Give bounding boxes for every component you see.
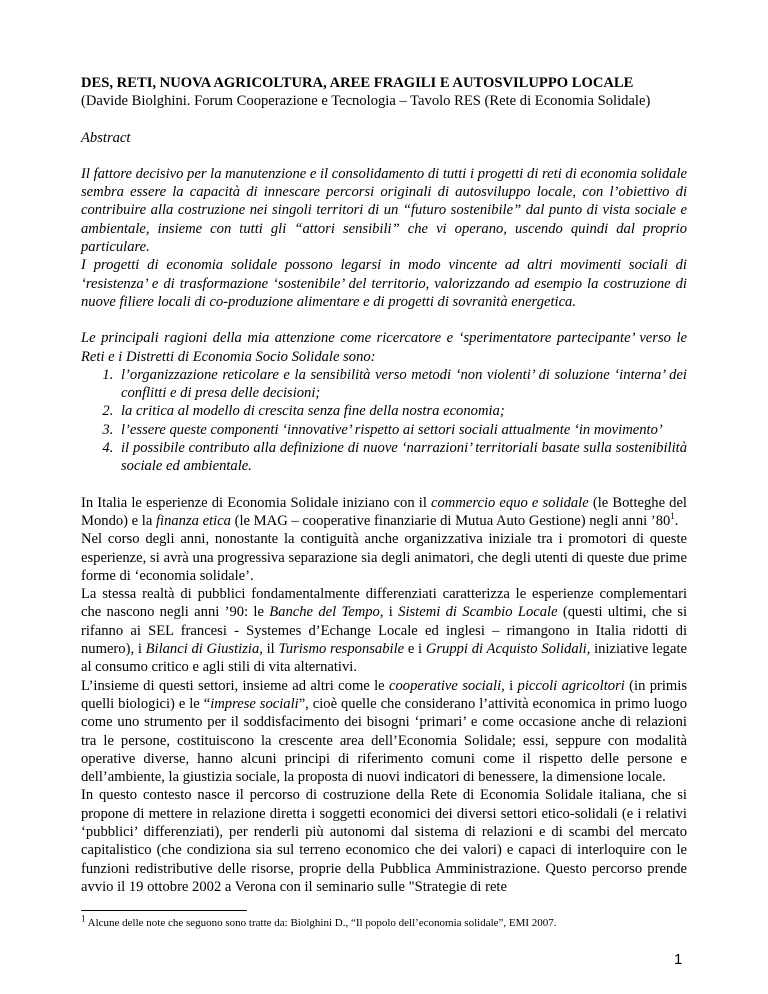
byline: (Davide Biolghini. Forum Cooperazione e Tecnologia – Tavolo RES (Rete di Economia Solidale) — [81, 93, 651, 110]
abstract-paragraph-2: I progetti di economia solidale possono legarsi in modo vincente ad altri movimenti sociali di ‘resistenza’ e di trasformazione ‘sostenibile’ del territorio, valorizzando ad esempio la costruzione di nuove filiere locali di co-produzione alimentare e di progetti di sovranità energetica. — [81, 257, 687, 310]
document-body — [81, 74, 687, 896]
reason-item: 3. l’essere queste componenti ‘innovative’ rispetto ai settori sociali attualmente ‘in movimento’ — [117, 421, 687, 439]
footnote-divider — [81, 910, 247, 911]
reason-item: 4. il possibile contributo alla definizione di nuove ‘narrazioni’ territoriali basate sulla sostenibilità sociale ed ambientale. — [117, 439, 687, 476]
body-paragraph-4: L’insieme di questi settori, insieme ad altri come le cooperative sociali, i piccoli agricoltori (in primis quelli biologici) e le “imprese sociali”, cioè quelle che considerano l’attività economica in primo luogo come uno strumento per il soddisfacimento dei bisogni ‘primari’ e come occasione anche di relazioni tra le persone, costituiscono la crescente area dell’Economia Solidale; essi, seppure con modalità operative diverse, hanno alcuni principi di riferimento comuni come il rispetto delle persone e dell’ambiente, la giustizia sociale, la proposta di nuovi indicatori di benessere, la dimensione locale. — [81, 677, 688, 786]
page-number: 1 — [674, 951, 683, 968]
body-paragraph-3: La stessa realtà di pubblici fondamentalmente differenziati caratterizza le esperienze complementari che nascono negli anni ’90: le Banche del Tempo, i Sistemi di Scambio Locale (questi ultimi, che si rifanno ai SEL francesi - Systemes d’Echange Locale ed inglesi – rimangono in Italia ridotti di numero), i Bilanci di Giustizia, il Turismo responsabile e i Gruppi di Acquisto Solidali, iniziative legate al consumo critico e agli stili di vita alternativi. — [81, 586, 687, 676]
document-title: DES, RETI, NUOVA AGRICOLTURA, AREE FRAGILI E AUTOSVILUPPO LOCALE — [81, 75, 634, 91]
footnote: $^1$ Alcune delle note che seguono sono tratte da: Biolghini D., “Il popolo dell’economia solidale”, EMI 2007. — [81, 913, 557, 929]
footnote-number: 1 — [81, 913, 86, 924]
reasons-list — [81, 366, 687, 476]
body-paragraph-5: In questo contesto nasce il percorso di costruzione della Rete di Economia Solidale italiana, che si propone di mettere in relazione diretta i soggetti economici dei diversi settori etico-solidali (e i relativi ‘pubblici’ differenziati), per renderli più autonomi dal sistema di relazioni e di scambi del mercato capitalistico (che condiziona sia sul terreno economico che dei valori) e capaci di interloquire con le funzioni redistributive delle risorse, proprie della Pubblica Amministrazione. Questo percorso prende avvio il 19 ottobre 2002 a Verona con il seminario sulle "Strategie di rete — [81, 787, 687, 895]
abstract-heading: Abstract — [81, 129, 131, 146]
body-paragraph-2: Nel corso degli anni, nonostante la contiguità anche organizzativa iniziale tra i promotori di queste esperienze, si avrà una progressiva separazione sia degli animatori, che degli utenti di queste due prime forme di ‘economia solidale’. — [81, 531, 687, 584]
reason-item: 1. l’organizzazione reticolare e la sensibilità verso metodi ‘non violenti’ di soluzione ‘interna’ dei conflitti e di presa delle decisioni; — [117, 366, 687, 403]
reasons-intro: Le principali ragioni della mia attenzione come ricercatore e ‘sperimentatore partecipante’ verso le Reti e i Distretti di Economia Socio Solidale sono: — [81, 330, 687, 365]
body-paragraph-1: In Italia le esperienze di Economia Solidale iniziano con il commercio equo e solidale (le Botteghe del Mondo) e la finanza etica (le MAG – cooperative finanziarie di Mutua Auto Gestione) negli anni $’80^1$. — [81, 494, 687, 529]
abstract-paragraph-1: Il fattore decisivo per la manutenzione e il consolidamento di tutti i progetti di reti di economia solidale sembra essere la capacità di innescare percorsi originali di autosviluppo locale, con l’obiettivo di contribuire alla costruzione nei singoli territori di un “futuro sostenibile” dal punto di vista sociale e ambientale, insieme con tutti gli “attori sensibili” che vi operano, uscendo quindi dal proprio particulare. — [81, 165, 687, 256]
reason-item: 2. la critica al modello di crescita senza fine della nostra economia; — [117, 402, 687, 420]
footnote-ref: 1 — [670, 511, 675, 522]
